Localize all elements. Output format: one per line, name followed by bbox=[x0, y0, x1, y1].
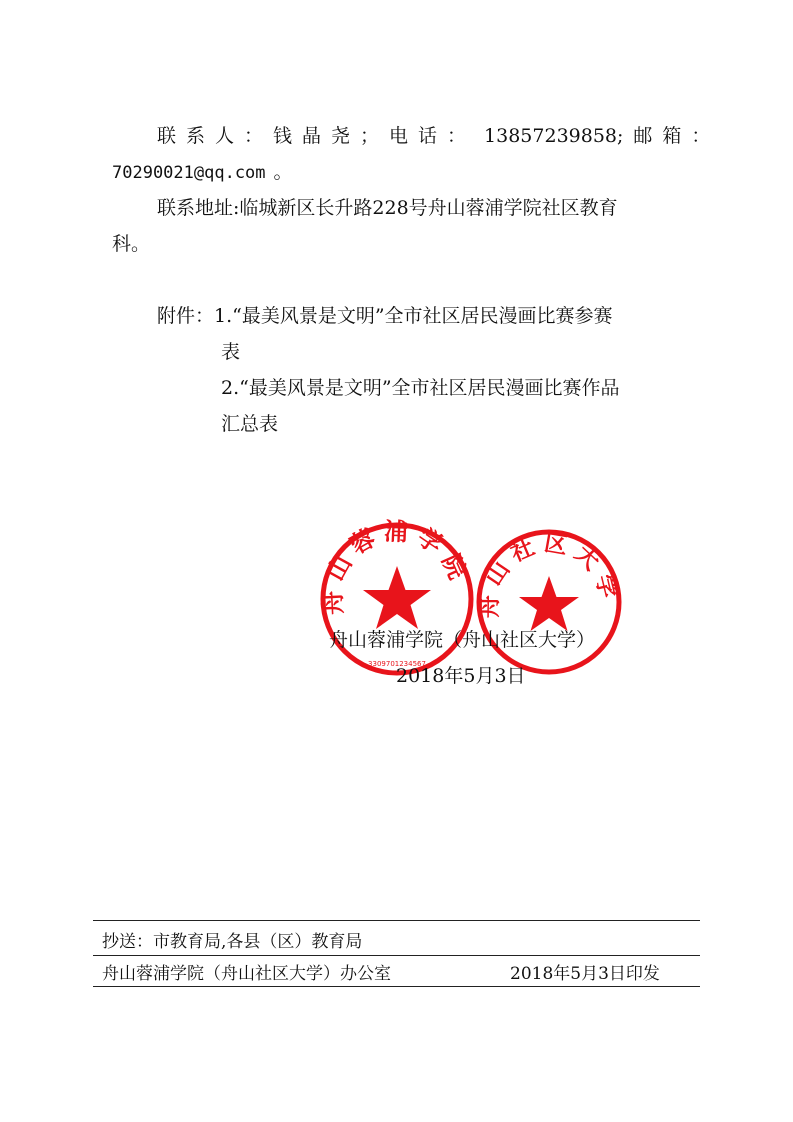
email-end: 。 bbox=[273, 161, 293, 183]
seal-right-text: 舟山社区大学 bbox=[476, 530, 623, 619]
attachment-1-line-1: 1.“最美风景是文明”全市社区居民漫画比赛参赛 bbox=[214, 305, 613, 327]
footer-rule-middle bbox=[93, 955, 700, 956]
contact-line bbox=[157, 124, 720, 148]
footer-rule-bottom bbox=[93, 986, 700, 987]
cc-value: 市教育局,各县（区）教育局 bbox=[153, 932, 363, 952]
footer-rule-top bbox=[93, 920, 700, 921]
phone-number: 13857239858; bbox=[484, 125, 624, 147]
email-address: 70290021@qq.com bbox=[112, 163, 266, 183]
attachment-2-line-1: 2.“最美风景是文明”全市社区居民漫画比赛作品 bbox=[221, 377, 620, 399]
seal-left bbox=[316, 518, 478, 680]
email-line bbox=[112, 160, 293, 185]
attachment-2-line-2: 汇总表 bbox=[221, 413, 279, 435]
contact-person-label: 联系人： bbox=[157, 125, 274, 147]
issuer-name: 舟山蓉浦学院（舟山社区大学） bbox=[329, 629, 596, 651]
print-date: 2018年5月3日印发 bbox=[510, 964, 660, 984]
cc-label: 抄送： bbox=[102, 932, 153, 952]
address-line-1: 联系地址:临城新区长升路228号舟山蓉浦学院社区教育 bbox=[157, 197, 618, 219]
seal-right bbox=[473, 526, 625, 678]
office-name: 舟山蓉浦学院（舟山社区大学）办公室 bbox=[102, 964, 391, 984]
star-icon bbox=[363, 566, 431, 629]
attachment-1-line-2: 表 bbox=[221, 341, 241, 363]
email-label: 邮箱： bbox=[633, 125, 721, 147]
seal-left-text: 舟山蓉浦学院 bbox=[318, 518, 475, 616]
contact-person-name: 钱晶尧； bbox=[273, 125, 390, 147]
attachments-label: 附件： bbox=[157, 305, 215, 327]
seal-left-code: 3309701234567 bbox=[368, 660, 426, 668]
star-icon bbox=[519, 576, 579, 631]
cc-line bbox=[102, 931, 362, 953]
issue-date: 2018年5月3日 bbox=[396, 665, 526, 687]
phone-label: 电话： bbox=[389, 125, 477, 147]
address-line-2: 科。 bbox=[112, 233, 151, 255]
